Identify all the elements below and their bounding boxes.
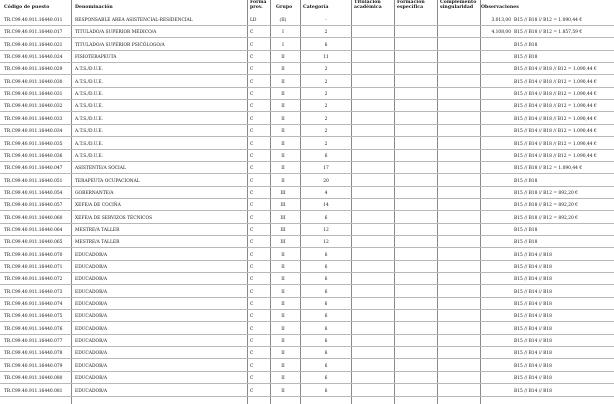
group-value: II [281,104,285,110]
position-denomination: EDUCADOR/A [75,314,108,320]
header-categoria: Categoría [303,5,329,10]
observations-text: B15 // B14 // B18 [514,363,552,369]
position-denomination: A.T.S./D.U.E. [75,79,104,85]
category-value: 6 [324,314,328,320]
group-value: II [281,141,285,147]
group-value: II [281,326,285,332]
category-value: 17 [323,166,329,172]
provision-form: LD [250,18,257,23]
position-denomination: A.T.S./D.U.E. [75,116,104,122]
category-value: 6 [324,277,328,283]
group-value: II [281,55,285,61]
table-row [0,76,614,88]
observations-text: B15 // B18 // B12 = 1.090,44 € [514,166,583,172]
group-value: II [281,153,285,159]
position-code: TR.C99.40.911.16440.029 [4,67,63,73]
provision-form: C [250,42,254,48]
position-code: TR.C99.40.911.16440.073 [4,289,63,295]
header-denominacion: Denominación [75,5,113,10]
group-value: III [280,240,286,246]
provision-form: C [250,104,254,110]
provision-form: C [250,289,254,295]
category-value: 6 [324,388,328,394]
category-value: 4 [324,190,328,196]
category-value: 2 [324,92,328,98]
position-denomination: MESTRE/A TALLER [75,227,120,233]
position-code: TR.C99.40.911.16440.032 [4,104,63,110]
position-denomination: TITULADO/A SUPERIOR PSICÓLOGO/A [75,42,165,48]
provision-form: C [250,178,254,184]
observations-text: B15 // B14 // B18 [514,265,552,270]
position-denomination: A.T.S./D.U.E. [75,67,104,73]
header-grupo: Grupo [276,5,293,10]
provision-form: C [250,79,254,85]
header-forma-prov: Forma prov. [250,0,267,11]
position-code: TR.C99.40.911.16440.075 [4,314,63,320]
position-denomination: A.T.S./D.U.E. [75,153,104,159]
group-value: III [280,190,286,196]
table-row [0,150,614,162]
table-row [0,286,614,298]
observations-text: B15 // B14 // B18 [514,289,552,295]
group-value: II [281,289,285,295]
category-value: 6 [324,289,328,295]
position-code: TR.C99.40.911.16440.054 [4,190,63,196]
group-value: I [282,42,284,48]
observations-text: B15 // B18 [514,42,538,48]
header-titulacion: Titulación académica [354,0,382,11]
observations-text: B15 // B14 // B18 [514,388,552,394]
position-code: TR.C99.40.911.16440.070 [4,252,63,258]
category-value: 6 [324,42,328,48]
category-value: 6 [324,351,328,357]
observations-text: B15 // B14 // B18 [514,314,552,320]
observations-text: B15 // B14 // B18 // B12 = 1.090,44 € [514,67,597,73]
provision-form: C [250,67,254,73]
provision-form: C [250,190,254,196]
provision-form: C [250,314,254,320]
provision-form: C [250,326,254,332]
observations-text: B15 // B14 // B18 // B12 = 1.090,44 € [514,129,597,135]
group-value: II [281,363,285,369]
table-row [0,187,614,199]
category-value: 6 [324,252,328,258]
group-value: III [280,203,286,209]
table-row [0,372,614,384]
observations-text: B15 // B18 [514,178,538,184]
category-value: 20 [323,178,329,184]
group-value: III [280,215,286,221]
category-value: 12 [323,240,329,246]
group-value: II [281,265,285,270]
category-value: 2 [324,116,328,122]
group-value: II [281,302,285,308]
observations-text: B15 // B18 // B12 = 1.857,59 € [514,30,583,36]
position-code: TR.C99.40.911.16440.074 [4,302,63,308]
observations-text: B15 // B14 // B18 // B12 = 1.090,44 € [514,79,597,85]
category-value: 6 [324,339,328,345]
position-code: TR.C99.40.911.16440.076 [4,326,63,332]
provision-form: C [250,166,254,172]
observations-text: B15 // B14 // B18 [514,302,552,308]
observations-text: B15 // B18 [514,240,538,246]
singularity-complement: 3.013,00 [491,18,511,23]
observations-text: B15 // B14 // B18 [514,376,552,382]
observations-text: B15 // B14 // B18 [514,326,552,332]
category-value: 6 [324,265,328,270]
position-code: TR.C99.40.911.16440.081 [4,388,63,394]
provision-form: C [250,339,254,345]
table-row [0,162,614,174]
position-denomination: EDUCADOR/A [75,363,108,369]
position-denomination: EDUCADOR/A [75,326,108,332]
provision-form: C [250,265,254,270]
position-code: TR.C99.40.911.16440.064 [4,227,63,233]
provision-form: C [250,363,254,369]
position-code: TR.C99.40.911.16440.034 [4,129,63,135]
observations-text: B15 // B14 // B18 [514,339,552,345]
position-code: TR.C99.40.911.16440.065 [4,240,63,246]
provision-form: C [250,252,254,258]
table-row [0,39,614,51]
header-formacion: Formación específica [397,0,425,11]
table-row [0,175,614,187]
position-denomination: EDUCADOR/A [75,388,108,394]
position-denomination: FISIOTERAPEUTA [75,55,117,61]
category-value: 6 [324,326,328,332]
observations-text: B15 // B18 [514,55,538,61]
position-denomination: EDUCADOR/A [75,302,108,308]
observations-text: B15 // B18 // B12 = 1.090,44 € [514,18,583,23]
group-value: II [281,116,285,122]
category-value: 2 [324,67,328,73]
observations-text: B15 // B14 // B18 [514,351,552,357]
position-code: TR.C99.40.911.16440.033 [4,116,63,122]
provision-form: C [250,240,254,246]
provision-form: C [250,92,254,98]
position-denomination: EDUCADOR/A [75,339,108,345]
category-value: 2 [324,30,328,36]
header-complemento: Complemento singularidad [440,0,477,11]
group-value: II [281,314,285,320]
table-row [0,224,614,236]
table-row [0,125,614,137]
position-denomination: ASISTENTE/A SOCIAL [75,166,126,172]
table-row [0,88,614,100]
position-code: TR.C99.40.911.16440.024 [4,55,63,61]
header-observaciones: Observaciones [481,5,519,10]
observations-text: B15 // B18 // B12 = 892,20 € [514,215,578,221]
position-denomination: EDUCADOR/A [75,265,108,270]
provision-form: C [250,30,254,36]
provision-form: C [250,153,254,159]
category-value: 6 [324,363,328,369]
position-code: TR.C99.40.911.16440.035 [4,141,63,147]
category-value: 6 [324,376,328,382]
table-row [0,236,614,248]
group-value: I [282,30,284,36]
category-value: 2 [324,141,328,147]
position-code: TR.C99.40.911.16440.021 [4,42,63,48]
provision-form: C [250,215,254,221]
provision-form: C [250,388,254,394]
table-row [0,323,614,335]
category-value: 6 [324,215,328,221]
group-value: II [281,376,285,382]
position-denomination: A.T.S./D.U.E. [75,92,104,98]
position-code: TR.C99.40.911.16440.071 [4,265,63,270]
provision-form: C [250,302,254,308]
table-row [0,360,614,372]
provision-form: C [250,116,254,122]
observations-text: B15 // B14 // B18 // B12 = 1.090,44 € [514,92,597,98]
position-code: TR.C99.40.911.16440.057 [4,203,63,209]
table-row [0,261,614,273]
category-value: 6 [324,153,328,159]
group-value: II [281,388,285,394]
observations-text: B15 // B14 // B18 [514,277,552,283]
position-denomination: TERAPEUTA OCUPACIONAL [75,178,140,184]
category-value: 2 [324,79,328,85]
observations-text: B15 // B18 [514,227,538,233]
table-row [0,249,614,261]
position-code: TR.C99.40.911.16440.047 [4,166,63,172]
table-row [0,298,614,310]
table-row [0,335,614,347]
position-code: TR.C99.40.911.16440.036 [4,153,63,159]
provision-form: C [250,277,254,283]
observations-text: B15 // B18 // B12 = 892,20 € [514,203,578,209]
table-row [0,63,614,75]
provision-form: C [250,376,254,382]
category-value: 12 [323,227,329,233]
table-row [0,212,614,224]
table-row [0,14,614,26]
position-code: TR.C99.40.911.16440.078 [4,351,63,357]
position-denomination: EDUCADOR/A [75,289,108,295]
observations-text: B15 // B18 // B12 = 892,20 € [514,190,578,196]
header-codigo: Código de puesto [4,5,50,10]
provision-form: C [250,351,254,357]
observations-text: B15 // B14 // B18 // B12 = 1.090,44 € [514,141,597,147]
position-code: TR.C99.40.911.16440.011 [4,18,63,23]
position-code: TR.C99.40.911.16440.051 [4,178,63,184]
observations-text: B15 // B14 // B18 // B12 = 1.090,44 € [514,153,597,159]
position-denomination: A.T.S./D.U.E. [75,129,104,135]
category-value: 11 [323,55,329,61]
category-value: 6 [324,302,328,308]
position-denomination: RESPONSABLE AREA ASISTENCIAL-RESIDENCIAL [75,18,193,23]
table-row [0,100,614,112]
position-code: TR.C99.40.911.16440.031 [4,92,63,98]
table-row [0,385,614,397]
position-code: TR.C99.40.911.16440.079 [4,363,63,369]
group-value: II [281,339,285,345]
position-code: TR.C99.40.911.16440.077 [4,339,63,345]
position-denomination: A.T.S./D.U.E. [75,104,104,110]
group-value: II [281,129,285,135]
singularity-complement: 4.108,00 [491,30,511,36]
provision-form: C [250,141,254,147]
position-denomination: TITULADO/A SUPERIOR MÉDICO/A [75,30,157,36]
group-value: II [281,92,285,98]
group-value: II [281,79,285,85]
position-code: TR.C99.40.911.16440.072 [4,277,63,283]
position-code: TR.C99.40.911.16440.017 [4,30,63,36]
position-code: TR.C99.40.911.16440.030 [4,79,63,85]
position-denomination: XEFE/A DE SERVIZOS TÉCNICOS [75,215,153,221]
group-value: II [281,178,285,184]
category-value: 14 [323,203,329,209]
position-code: TR.C99.40.911.16440.080 [4,376,63,382]
table-row [0,347,614,359]
observations-text: B15 // B14 // B18 // B12 = 1.090,44 € [514,104,597,110]
table-row [0,113,614,125]
group-value: (II) [279,18,287,23]
table-row [0,273,614,285]
group-value: II [281,252,285,258]
position-code: TR.C99.40.911.16440.060 [4,215,63,221]
table-row [0,199,614,211]
position-denomination: MESTRE/A TALLER [75,240,120,246]
table-row [0,26,614,38]
group-value: II [281,166,285,172]
provision-form: C [250,129,254,135]
position-denomination: A.T.S./D.U.E. [75,141,104,147]
provision-form: C [250,203,254,209]
category-value: - [325,18,327,23]
position-denomination: XEFE/A DE COCIÑA [75,203,121,209]
table-row [0,138,614,150]
group-value: II [281,351,285,357]
group-value: II [281,67,285,73]
position-denomination: EDUCADOR/A [75,376,108,382]
position-denomination: GOBERNANTE/A [75,190,114,196]
position-denomination: EDUCADOR/A [75,277,108,283]
group-value: II [281,277,285,283]
provision-form: C [250,55,254,61]
table-row [0,51,614,63]
group-value: III [280,227,286,233]
category-value: 2 [324,104,328,110]
provision-form: C [250,227,254,233]
category-value: 2 [324,129,328,135]
observations-text: B15 // B14 // B18 [514,252,552,258]
position-denomination: EDUCADOR/A [75,351,108,357]
position-denomination: EDUCADOR/A [75,252,108,258]
observations-text: B15 // B14 // B18 // B12 = 1.090,44 € [514,116,597,122]
table-row [0,310,614,322]
